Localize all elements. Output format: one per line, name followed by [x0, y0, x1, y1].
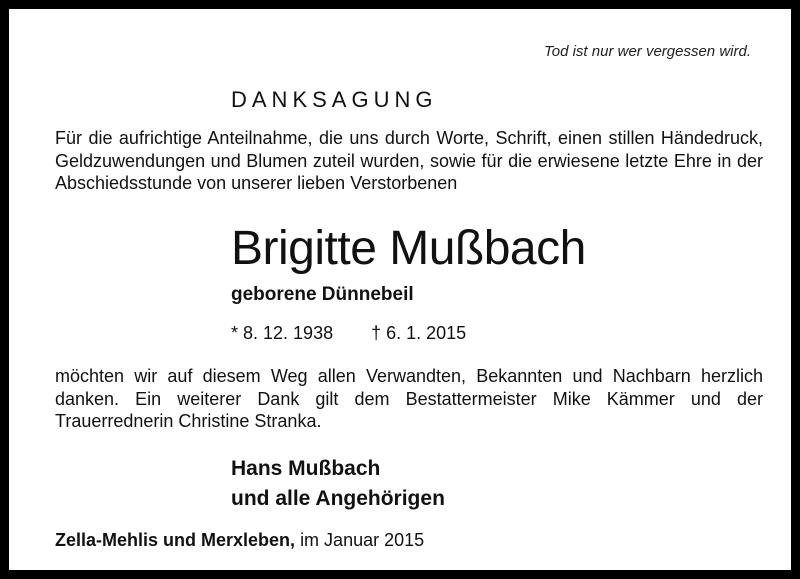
date: im Januar 2015 [300, 530, 425, 550]
maiden-name: geborene Dünnebeil [231, 284, 414, 305]
deceased-name: Brigitte Mußbach [231, 222, 586, 275]
place-date-line [55, 530, 424, 551]
birth-date: * 8. 12. 1938 [231, 323, 334, 343]
intro-paragraph: Für die aufrichtige Anteilnahme, die uns durch Worte, Schrift, einen stillen Händedruck, Geldzuwendungen und Blumen zuteil wurden, sowie für die erwiesene letzte Ehre in der Abschiedsstunde von unserer lieben Verstorbenen [55, 128, 763, 193]
signer-name: Hans Mußbach [231, 457, 381, 480]
death-date: † 6. 1. 2015 [371, 323, 467, 343]
signer-family: und alle Angehörigen [231, 487, 445, 510]
place: Zella-Mehlis und Merxleben, [55, 530, 296, 550]
thanks-paragraph: möchten wir auf diesem Weg allen Verwandten, Bekannten und Nachbarn herzlich danken. Ein weiterer Dank gilt dem Bestattermeister Mike Kämmer und der Trauerrednerin Christine Stranka. [55, 366, 763, 431]
motto: Tod ist nur wer vergessen wird. [543, 43, 751, 60]
notice-heading: DANKSAGUNG [231, 87, 438, 112]
life-dates [231, 323, 466, 344]
